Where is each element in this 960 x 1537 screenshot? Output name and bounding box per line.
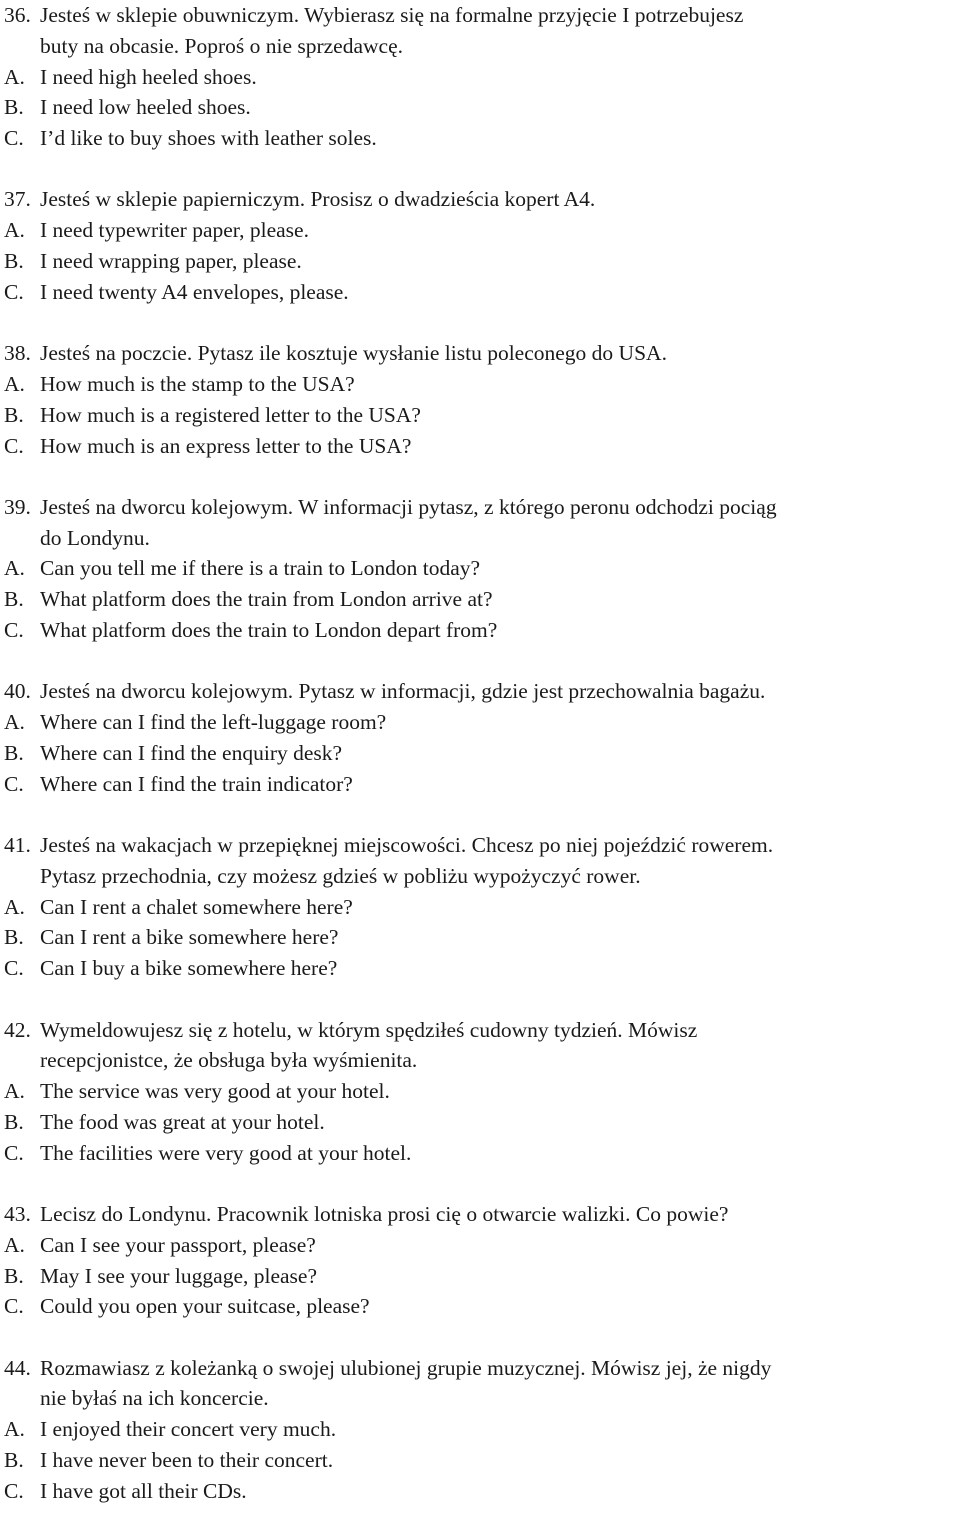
question-number: 41.: [4, 833, 31, 858]
question-number: 40.: [4, 679, 31, 704]
answer-letter: B.: [4, 95, 24, 120]
answer-option: [4, 1414, 958, 1445]
answer-option: [4, 584, 958, 615]
answer-letter: A.: [4, 218, 25, 243]
answer-option: [4, 953, 958, 984]
answer-letter: C.: [4, 956, 24, 981]
answer-text: Can I rent a bike somewhere here?: [40, 925, 339, 950]
question-number: 37.: [4, 187, 31, 212]
answer-text: The food was great at your hotel.: [40, 1109, 325, 1134]
answer-text: I need typewriter paper, please.: [40, 218, 309, 243]
answer-option: [4, 1261, 958, 1292]
answer-text: May I see your luggage, please?: [40, 1263, 318, 1288]
answer-letter: B.: [4, 402, 24, 427]
answer-letter: A.: [4, 710, 25, 735]
question-prompt: [4, 1015, 958, 1046]
question-prompt: [4, 0, 958, 31]
answer-text: I need low heeled shoes.: [40, 95, 251, 120]
answer-text: Can I buy a bike somewhere here?: [40, 956, 338, 981]
question-number: 44.: [4, 1355, 31, 1380]
answer-text: Where can I find the left-luggage room?: [40, 710, 387, 735]
answer-text: Can I see your passport, please?: [40, 1232, 316, 1257]
answer-option: [4, 1076, 958, 1107]
question-number: 38.: [4, 341, 31, 366]
answer-letter: A.: [4, 1417, 25, 1442]
answer-option: [4, 615, 958, 646]
question-prompt-text: Jesteś na dworcu kolejowym. W informacji pytasz, z którego peronu odchodzi pociąg: [40, 494, 777, 519]
answer-option: [4, 1107, 958, 1138]
answer-letter: B.: [4, 249, 24, 274]
question-block: [4, 338, 958, 461]
answer-text: Could you open your suitcase, please?: [40, 1294, 370, 1319]
answer-text: How much is a registered letter to the USA?: [40, 402, 421, 427]
question-number: 39.: [4, 494, 31, 519]
answer-option: [4, 707, 958, 738]
question-prompt-text: Rozmawiasz z koleżanką o swojej ulubionej grupie muzycznej. Mówisz jej, że nigdy: [40, 1355, 772, 1380]
question-block: [4, 830, 958, 984]
question-number: 42.: [4, 1017, 31, 1042]
answer-text: The facilities were very good at your hotel.: [40, 1140, 412, 1165]
answer-option: [4, 92, 958, 123]
answer-option: [4, 1230, 958, 1261]
question-prompt: [4, 338, 958, 369]
answer-option: [4, 246, 958, 277]
question-block: [4, 184, 958, 307]
answer-option: [4, 738, 958, 769]
answer-letter: C.: [4, 433, 24, 458]
answer-option: [4, 277, 958, 308]
answer-option: [4, 369, 958, 400]
answer-text: I need twenty A4 envelopes, please.: [40, 279, 349, 304]
question-prompt: [4, 492, 958, 523]
answer-letter: A.: [4, 1232, 25, 1257]
answer-option: [4, 400, 958, 431]
answer-option: [4, 922, 958, 953]
answer-option: [4, 215, 958, 246]
answer-text: I have got all their CDs.: [40, 1478, 247, 1503]
answer-letter: B.: [4, 1448, 24, 1473]
answer-option: [4, 1476, 958, 1507]
question-block: [4, 1353, 958, 1507]
question-prompt-continuation: recepcjonistce, że obsługa była wyśmienita.: [40, 1048, 418, 1073]
answer-option: [4, 892, 958, 923]
answer-letter: C.: [4, 618, 24, 643]
answer-letter: C.: [4, 126, 24, 151]
answer-text: How much is an express letter to the USA?: [40, 433, 412, 458]
answer-option: [4, 431, 958, 462]
answer-letter: A.: [4, 371, 25, 396]
question-block: [4, 492, 958, 646]
answer-letter: C.: [4, 1478, 24, 1503]
answer-option: [4, 1445, 958, 1476]
answer-text: Where can I find the enquiry desk?: [40, 740, 343, 765]
answer-text: What platform does the train from London arrive at?: [40, 587, 493, 612]
answer-text: Where can I find the train indicator?: [40, 771, 353, 796]
answer-letter: A.: [4, 64, 25, 89]
answer-letter: B.: [4, 925, 24, 950]
answer-letter: B.: [4, 1263, 24, 1288]
answer-option: [4, 123, 958, 154]
answer-text: The service was very good at your hotel.: [40, 1079, 390, 1104]
answer-option: [4, 1138, 958, 1169]
question-prompt-text: Jesteś na dworcu kolejowym. Pytasz w informacji, gdzie jest przechowalnia bagażu.: [40, 679, 766, 704]
question-prompt-text: Jesteś w sklepie obuwniczym. Wybierasz się na formalne przyjęcie I potrzebujesz: [40, 3, 744, 27]
answer-letter: B.: [4, 587, 24, 612]
question-block: [4, 1199, 958, 1322]
answer-letter: A.: [4, 1079, 25, 1104]
answer-text: Can you tell me if there is a train to London today?: [40, 556, 481, 581]
question-block: [4, 0, 958, 154]
answer-text: I have never been to their concert.: [40, 1448, 334, 1473]
answer-text: I need wrapping paper, please.: [40, 249, 302, 274]
question-prompt: [4, 830, 958, 861]
question-prompt-continuation: Pytasz przechodnia, czy możesz gdzieś w pobliżu wypożyczyć rower.: [40, 863, 641, 888]
answer-letter: C.: [4, 1140, 24, 1165]
question-prompt: [4, 1353, 958, 1384]
exercise-document: [4, 0, 958, 1537]
answer-option: [4, 553, 958, 584]
question-prompt: [4, 1199, 958, 1230]
answer-letter: A.: [4, 556, 25, 581]
answer-option: [4, 1291, 958, 1322]
question-prompt: [4, 184, 958, 215]
answer-text: How much is the stamp to the USA?: [40, 371, 355, 396]
question-prompt-continuation: buty na obcasie. Poproś o nie sprzedawcę.: [40, 33, 404, 58]
answer-letter: C.: [4, 1294, 24, 1319]
question-number: 43.: [4, 1202, 31, 1226]
question-prompt-continuation: nie byłaś na ich koncercie.: [40, 1386, 269, 1411]
answer-text: I’d like to buy shoes with leather soles.: [40, 126, 377, 151]
question-prompt: [4, 676, 958, 707]
answer-letter: B.: [4, 740, 24, 765]
answer-option: [4, 62, 958, 93]
question-prompt-text: Jesteś w sklepie papierniczym. Prosisz o dwadzieścia kopert A4.: [40, 187, 596, 212]
answer-text: I need high heeled shoes.: [40, 64, 257, 89]
answer-text: Can I rent a chalet somewhere here?: [40, 894, 353, 919]
answer-option: [4, 769, 958, 800]
question-prompt-text: Lecisz do Londynu. Pracownik lotniska prosi cię o otwarcie walizki. Co powie?: [40, 1202, 729, 1226]
question-number: 36.: [4, 3, 31, 27]
question-prompt-text: Jesteś na poczcie. Pytasz ile kosztuje wysłanie listu poleconego do USA.: [40, 341, 667, 366]
question-prompt-text: Jesteś na wakacjach w przepięknej miejscowości. Chcesz po niej pojeździć rowerem.: [40, 833, 774, 858]
answer-letter: C.: [4, 279, 24, 304]
question-prompt-continuation: do Londynu.: [40, 525, 150, 550]
answer-letter: A.: [4, 894, 25, 919]
answer-letter: B.: [4, 1109, 24, 1134]
answer-text: What platform does the train to London depart from?: [40, 618, 498, 643]
answer-text: I enjoyed their concert very much.: [40, 1417, 337, 1442]
question-block: [4, 1015, 958, 1169]
question-prompt-text: Wymeldowujesz się z hotelu, w którym spędziłeś cudowny tydzień. Mówisz: [40, 1017, 698, 1042]
question-block: [4, 676, 958, 799]
answer-letter: C.: [4, 771, 24, 796]
